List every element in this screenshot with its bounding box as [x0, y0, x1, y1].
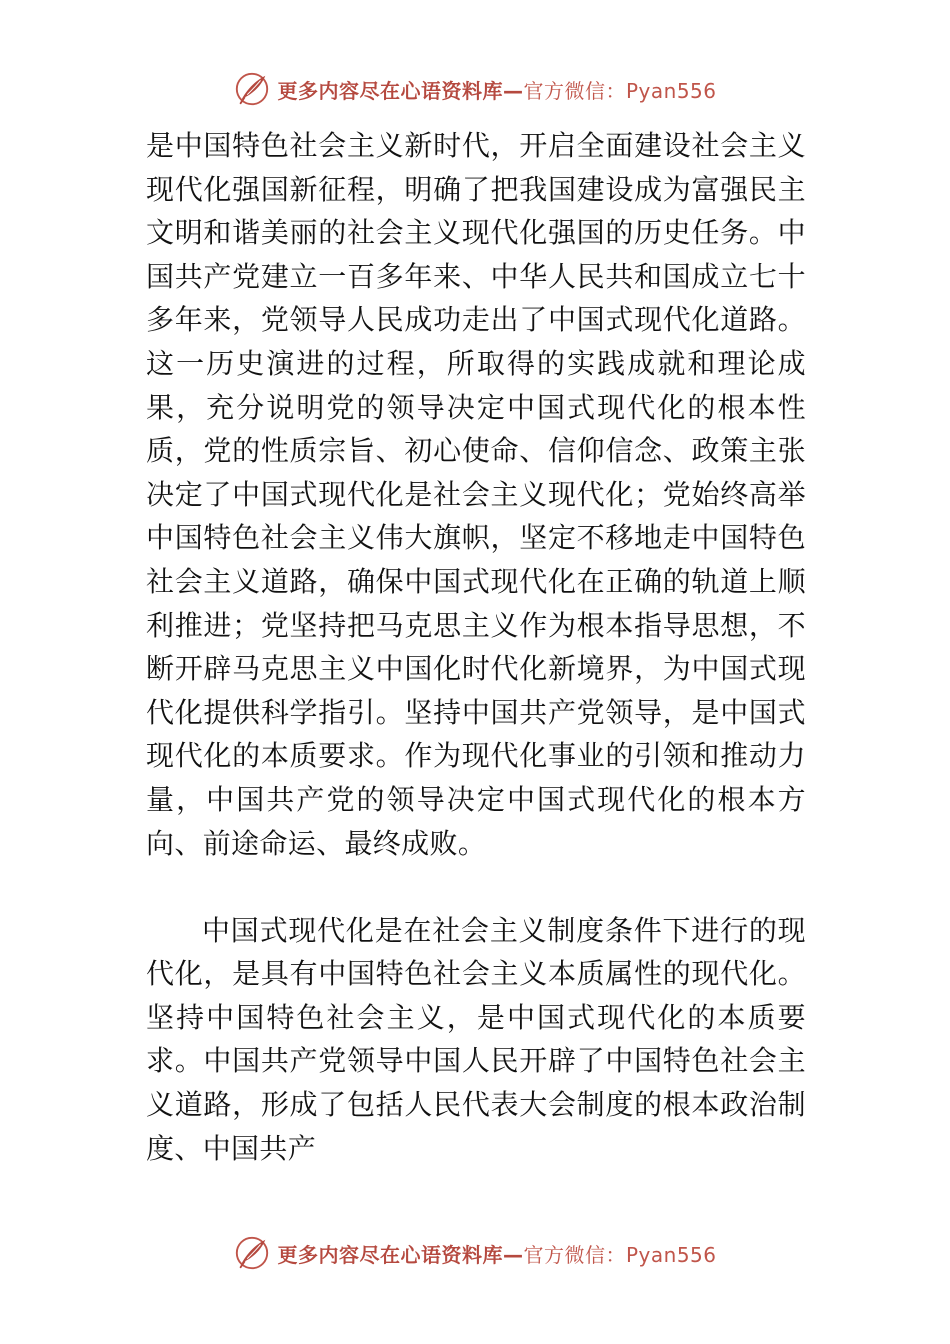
- footer-banner: [0, 1234, 950, 1272]
- header-dash: —: [502, 78, 524, 103]
- body-paragraph-1: 是中国特色社会主义新时代，开启全面建设社会主义现代化强国新征程，明确了把我国建设成为富强民主文明和谐美丽的社会主义现代化强国的历史任务。中国共产党建立一百多年来、中华人民共和国成立七十多年来，党领导人民成功走出了中国式现代化道路。这一历史演进的过程，所取得的实践成就和理论成果，充分说明党的领导决定中国式现代化的根本性质，党的性质宗旨、初心使命、信仰信念、政策主张决定了中国式现代化是社会主义现代化；党始终高举中国特色社会主义伟大旗帜，坚定不移地走中国特色社会主义道路，确保中国式现代化在正确的轨道上顺利推进；党坚持把马克思主义作为根本指导思想，不断开辟马克思主义中国化时代化新境界，为中国式现代化提供科学指引。坚持中国共产党领导，是中国式现代化的本质要求。作为现代化事业的引领和推动力量，中国共产党的领导决定中国式现代化的根本方向、前途命运、最终成败。: [146, 129, 806, 860]
- quill-logo-icon: [233, 1234, 271, 1272]
- body-paragraph-2: 中国式现代化是在社会主义制度条件下进行的现代化，是具有中国特色社会主义本质属性的现代化。坚持中国特色社会主义，是中国式现代化的本质要求。中国共产党领导中国人民开辟了中国特色社会主义道路，形成了包括人民代表大会制度的根本政治制度、中国共产: [146, 913, 806, 1165]
- footer-dash: —: [502, 1242, 524, 1267]
- footer-site-text: 更多内容尽在心语资料库: [277, 1242, 503, 1267]
- header-site-text: 更多内容尽在心语资料库: [277, 78, 503, 103]
- paragraph-spacer: [146, 865, 806, 909]
- header-banner-text: [277, 75, 716, 104]
- footer-banner-text: [277, 1239, 716, 1268]
- footer-wechat-label: 官方微信：: [523, 1242, 626, 1267]
- quill-logo-icon: [233, 70, 271, 108]
- header-wechat-label: 官方微信：: [523, 78, 626, 103]
- footer-wechat-id: Pyan556: [625, 1242, 717, 1267]
- document-body: [146, 124, 806, 1170]
- header-banner: [0, 70, 950, 108]
- header-wechat-id: Pyan556: [625, 78, 717, 103]
